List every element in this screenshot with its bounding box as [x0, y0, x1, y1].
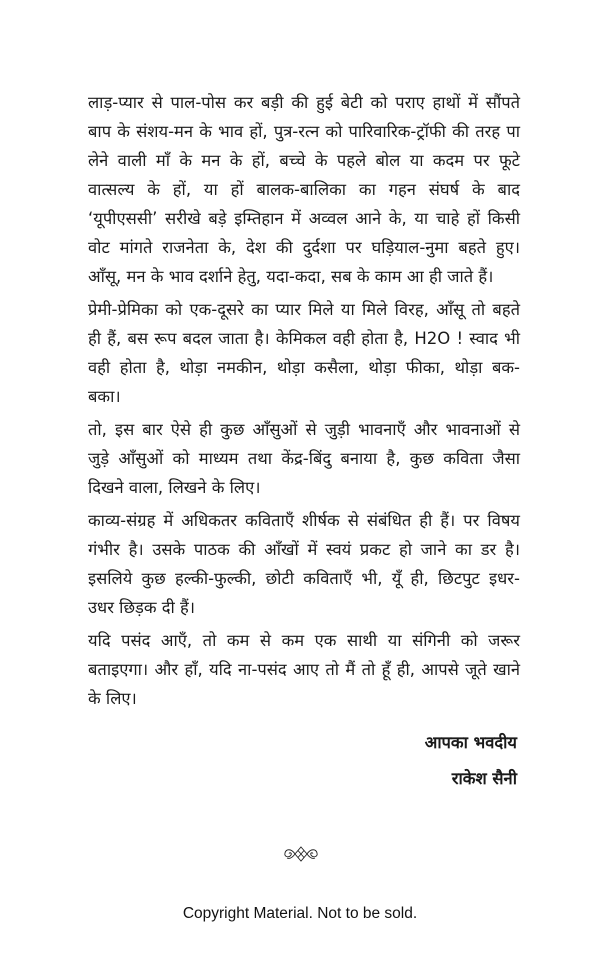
- text-line: गंभीर है। उसके पाठक की आँखों में स्वयं प्रकट हो जाने का डर है।: [88, 540, 520, 559]
- text-line: वही होता है, थोड़ा नमकीन, थोड़ा कसैला, थोड़ा फीका, थोड़ा बक-: [88, 358, 520, 377]
- text-line: आँसू, मन के भाव दर्शाने हेतु, यदा-कदा, सब के काम आ ही जाते हैं।: [88, 267, 494, 286]
- body-text: [88, 88, 520, 717]
- paragraph: [88, 88, 520, 291]
- ornament-icon: [283, 846, 319, 862]
- text-line: ‘यूपीएससी’ सरीखे बड़े इम्तिहान में अव्वल आने के, या चाहे हों किसी: [88, 209, 520, 228]
- text-line: तो, इस बार ऐसे ही कुछ आँसुओं से जुड़ी भावनाएँ और भावनाओं से: [88, 420, 520, 439]
- text-line: बाप के संशय-मन के भाव हों, पुत्र-रत्न को पारिवारिक-ट्रॉफी की तरह पा: [88, 122, 520, 141]
- text-line: लेने वाली माँ के मन के हों, बच्चे के पहले बोल या कदम पर फूटे: [88, 151, 520, 170]
- text-line: प्रेमी-प्रेमिका को एक-दूसरे का प्यार मिले या मिले विरह, आँसू तो बहते: [88, 300, 520, 319]
- copyright-notice: Copyright Material. Not to be sold.: [182, 905, 418, 922]
- paragraph: [88, 626, 520, 713]
- text-line: जुड़े आँसुओं को माध्यम तथा केंद्र-बिंदु बनाया है, कुछ कविता जैसा: [88, 449, 520, 468]
- text-line: लाड़-प्यार से पाल-पोस कर बड़ी की हुई बेटी को पराए हाथों में सौंपते: [88, 93, 520, 112]
- paragraph: [88, 295, 520, 411]
- text-line: इसलिये कुछ हल्की-फुल्की, छोटी कविताएँ भी, यूँ ही, छिटपुट इधर-: [88, 569, 520, 588]
- text-line: काव्य-संग्रह में अधिकतर कविताएँ शीर्षक से संबंधित ही हैं। पर विषय: [88, 511, 520, 530]
- paragraph: [88, 415, 520, 502]
- text-line: उधर छिड़क दी हैं।: [88, 598, 196, 617]
- text-line: बका।: [88, 387, 121, 406]
- text-line: ही हैं, बस रूप बदल जाता है। केमिकल वही होता है, H2O ! स्वाद भी: [88, 329, 520, 348]
- text-line: दिखने वाला, लिखने के लिए।: [88, 478, 261, 497]
- text-line: के लिए।: [88, 689, 137, 708]
- text-line: यदि पसंद आएँ, तो कम से कम एक साथी या संगिनी को जरूर: [88, 631, 520, 650]
- text-line: वात्सल्य के हों, या हों बालक-बालिका का गहन संघर्ष के बाद: [88, 180, 520, 199]
- signature-closing: आपका भवदीय: [424, 733, 517, 752]
- text-line: बताइएगा। और हाँ, यदि ना-पसंद आए तो मैं तो हूँ ही, आपसे जूते खाने: [88, 660, 520, 679]
- text-line: वोट मांगते राजनेता के, देश की दुर्दशा पर घड़ियाल-नुमा बहते हुए।: [88, 238, 520, 257]
- paragraph: [88, 506, 520, 622]
- signature-name: राकेश सैनी: [451, 769, 517, 788]
